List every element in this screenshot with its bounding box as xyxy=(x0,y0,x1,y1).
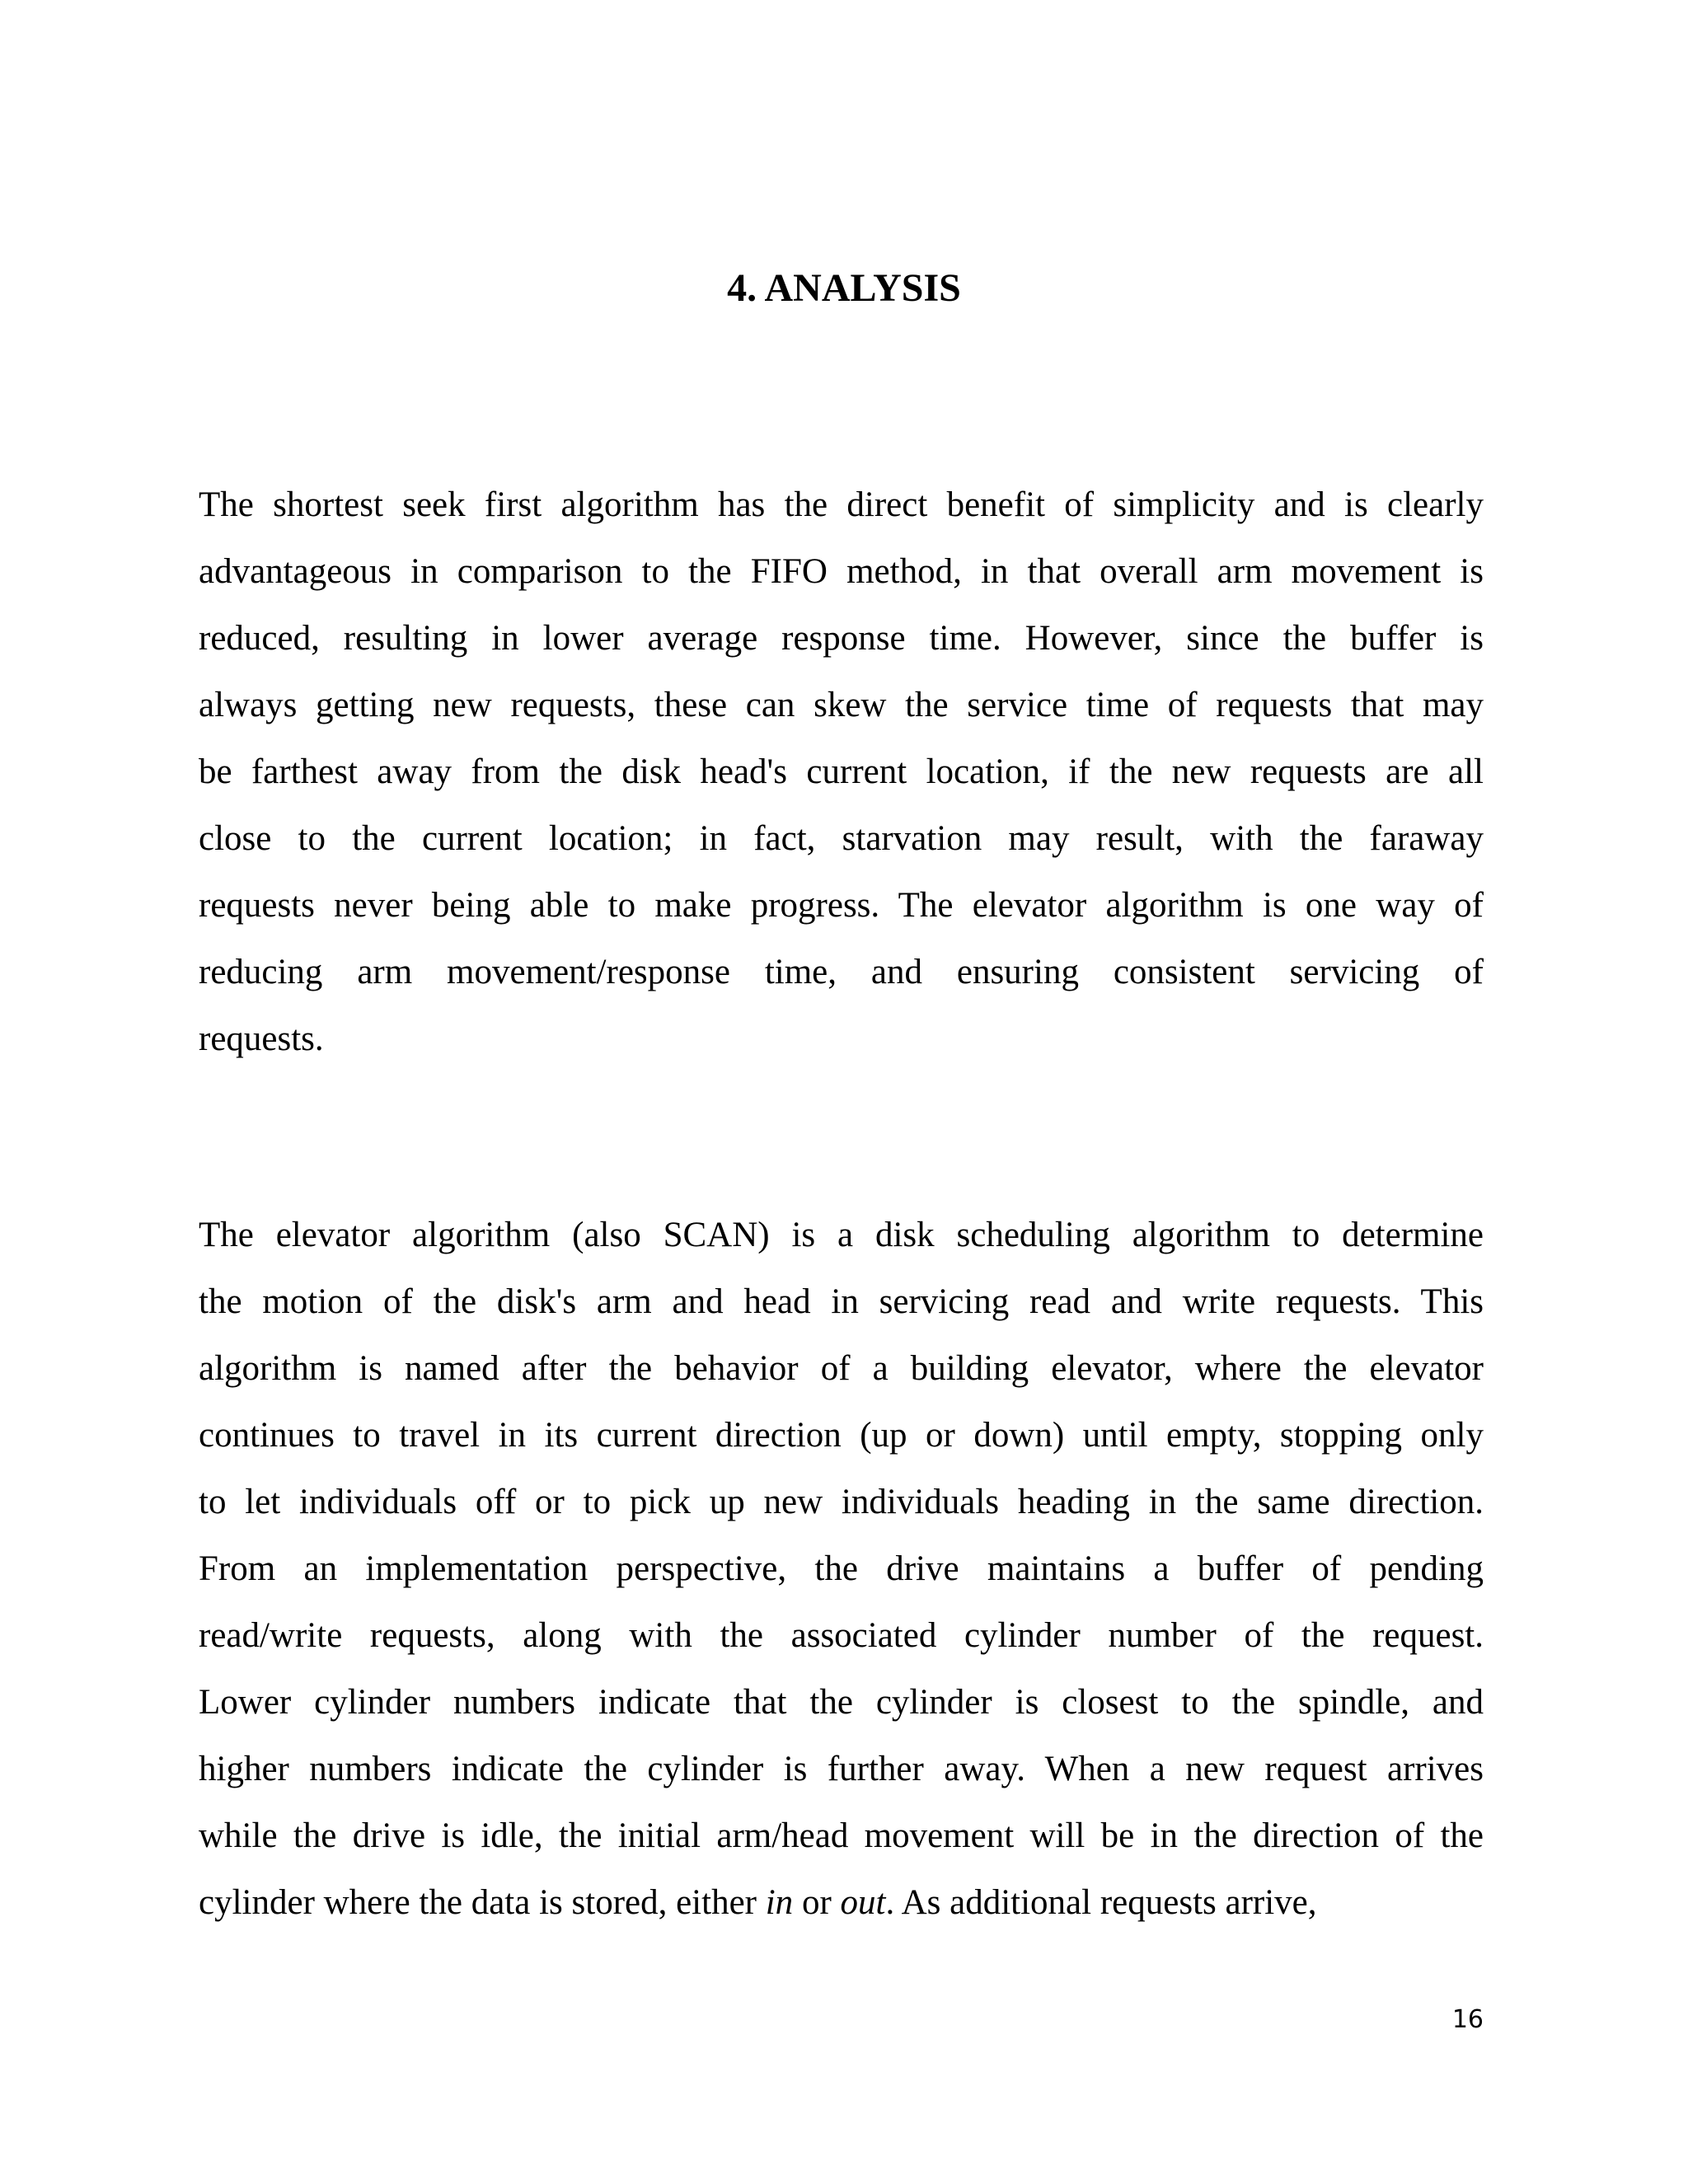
paragraph-line: always getting new requests, these can skew the service time of requests that may xyxy=(199,686,1484,724)
paragraph-line: be farthest away from the disk head's current location, if the new requests are all xyxy=(199,752,1484,791)
paragraph-elevator-algorithm xyxy=(199,1202,1484,1936)
paragraph-line: while the drive is idle, the initial arm/head movement will be in the direction of the xyxy=(199,1816,1484,1855)
paragraph-line: reduced, resulting in lower average response time. However, since the buffer is xyxy=(199,619,1484,658)
page-number: 16 xyxy=(1451,2005,1484,2034)
paragraph-shortest-seek-first xyxy=(199,471,1484,1072)
paragraph-line: higher numbers indicate the cylinder is further away. When a new request arrives xyxy=(199,1750,1484,1788)
paragraph-line: the motion of the disk's arm and head in servicing read and write requests. This xyxy=(199,1282,1484,1321)
text-run: cylinder where the data is stored, either xyxy=(199,1883,766,1922)
paragraph-line: requests. xyxy=(199,1019,324,1058)
paragraph-line: Lower cylinder numbers indicate that the cylinder is closest to the spindle, and xyxy=(199,1683,1484,1722)
text-run: . As additional requests arrive, xyxy=(885,1883,1317,1922)
italic-term-out: out xyxy=(840,1883,886,1922)
text-run: or xyxy=(793,1883,841,1922)
paragraph-line: read/write requests, along with the associated cylinder number of the request. xyxy=(199,1616,1484,1655)
section-heading: 4. ANALYSIS xyxy=(727,266,961,310)
paragraph-line: reducing arm movement/response time, and ensuring consistent servicing of xyxy=(199,953,1484,991)
paragraph-line: requests never being able to make progress. The elevator algorithm is one way of xyxy=(199,886,1484,925)
paragraph-line: From an implementation perspective, the drive maintains a buffer of pending xyxy=(199,1549,1484,1588)
paragraph-line: continues to travel in its current direction (up or down) until empty, stopping only xyxy=(199,1416,1484,1455)
paragraph-line: The shortest seek first algorithm has the direct benefit of simplicity and is clearly xyxy=(199,485,1484,524)
paragraph-line: advantageous in comparison to the FIFO method, in that overall arm movement is xyxy=(199,552,1484,591)
paragraph-line: algorithm is named after the behavior of a building elevator, where the elevator xyxy=(199,1349,1484,1388)
paragraph-line: close to the current location; in fact, starvation may result, with the faraway xyxy=(199,819,1484,858)
paragraph-last-line xyxy=(199,1869,1484,1936)
paragraph-line: The elevator algorithm (also SCAN) is a disk scheduling algorithm to determine xyxy=(199,1216,1484,1254)
italic-term-in: in xyxy=(765,1883,794,1922)
paragraph-line: to let individuals off or to pick up new individuals heading in the same direction. xyxy=(199,1483,1484,1521)
